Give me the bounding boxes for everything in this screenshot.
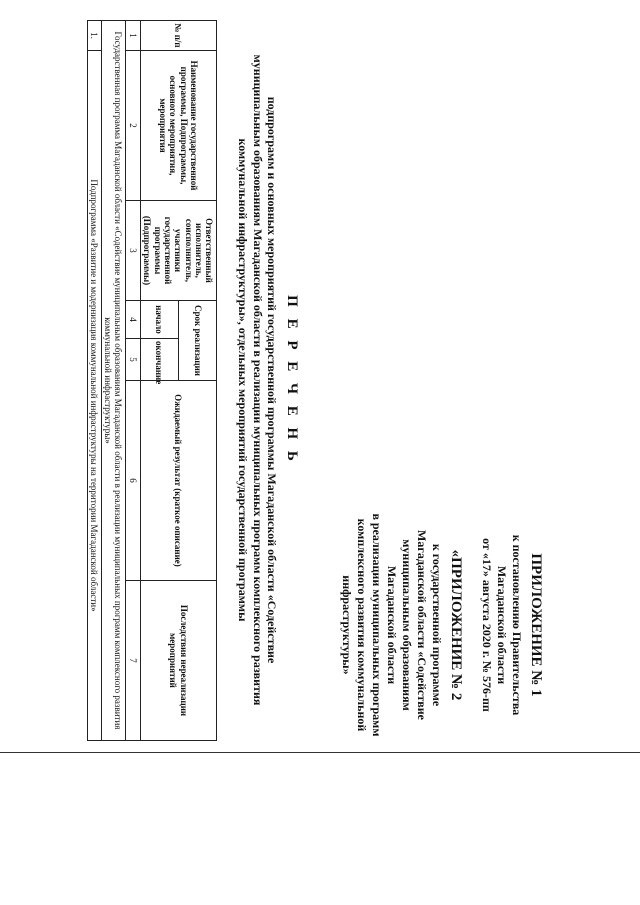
column-number: 3 [125,201,140,301]
title-main: П Е Р Е Ч Е Н Ь [284,295,300,465]
header-executor: Ответственный исполнитель, соисполнитель, участники государственной программы (Подпрограммы) [140,201,216,301]
header-name: Наименование государственной программы, Подпрограммы, основного мероприятия, мероприятия [140,51,216,201]
column-number: 2 [125,51,140,201]
header-consequences: Последствия нереализации мероприятий [140,581,216,741]
appendix2-line: Магаданской области «Содействие [415,530,430,720]
activities-table [87,20,217,741]
appendix2-line: к государственной программе [430,543,445,707]
appendix2-line: инфраструктуры» [340,575,355,675]
column-number: 5 [125,339,140,381]
header-num: № п/п [140,21,216,51]
appendix1-line: Магаданской области [495,565,510,685]
appendix2-title: «ПРИЛОЖЕНИЕ № 2 [448,549,465,701]
program-row: Государственная программа Магаданской области «Содействие муниципальным образованиям Магаданской области в реализации муниципальных программ комплексного развития коммунальной инфраструктуры» [101,21,125,741]
column-number: 7 [125,581,140,741]
appendix-header [340,510,546,740]
title-subtitle: подпрограмм и основных мероприятий государственной программы Магаданской области «Содействие муниципальным образованиям Магаданской области в реализации муниципальных программ комплексного развития коммунальной инфраструктуры», отдельных мероприятий государственной программы [236,54,279,706]
appendix1-title: ПРИЛОЖЕНИЕ № 1 [528,553,544,697]
subprogram-row: Подпрограмма «Развитие и модернизация коммунальной инфраструктуры на территории Магаданской области» [88,51,102,741]
rotated-page-content [85,20,545,740]
column-number: 6 [125,381,140,581]
appendix1-line: от «17» августа 2020 г. № 576-пп [480,538,495,712]
appendix2-line: в реализации муниципальных программ [370,513,385,737]
appendix2-line: комплексного развития коммунальной [355,518,370,732]
appendix1-line: к постановлению Правительства [510,534,525,716]
header-result: Ожидаемый результат (краткое описание) [140,381,216,581]
column-number: 4 [125,301,140,339]
horizontal-divider [0,752,640,753]
column-number: 1 [125,21,140,51]
appendix2-line: Магаданской области [385,565,400,685]
header-start: начало [140,301,178,339]
header-end: окончание [140,339,178,381]
document-title [236,20,300,740]
header-term: Срок реализации [178,301,216,381]
subprogram-num: 1. [88,21,102,51]
appendix2-line: муниципальным образованиям [400,539,415,711]
